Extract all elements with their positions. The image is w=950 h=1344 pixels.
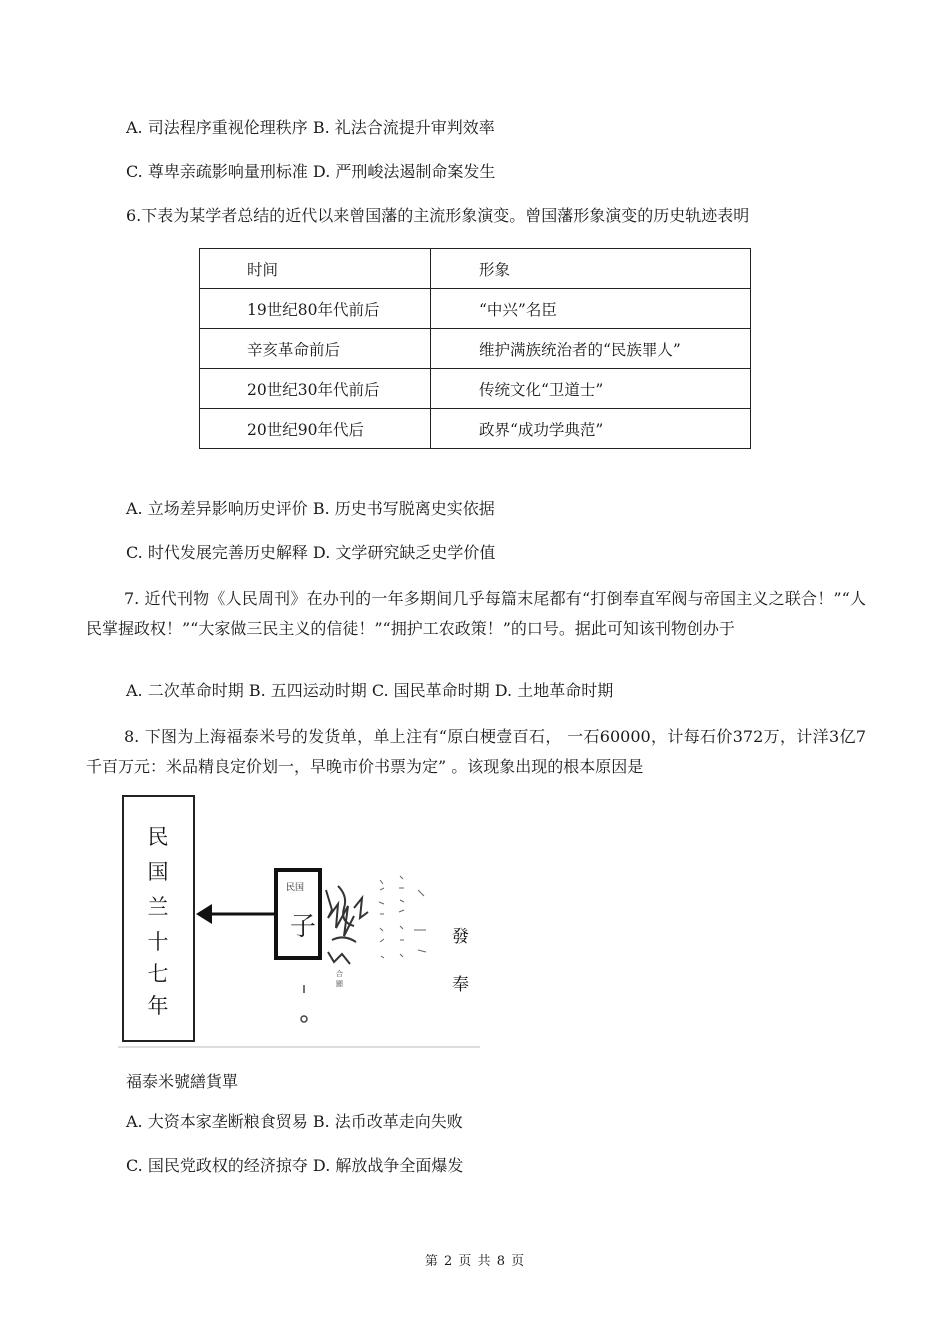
right-char: 發 <box>452 927 469 947</box>
table-row <box>200 329 751 369</box>
table-cell: 20世纪30年代前后 <box>200 369 431 409</box>
q6-options-cd: C. 时代发展完善历史解释 D. 文学研究缺乏史学价值 <box>126 543 496 562</box>
box-char: 年 <box>147 994 169 1018</box>
table-header-image: 形象 <box>431 249 751 289</box>
table-cell: 20世纪90年代后 <box>200 409 431 449</box>
q8-stem: 8. 下图为上海福泰米号的发货单，单上注有“原白梗壹百石， 一石60000，计每石价372万，计洋3亿7千百万元：米品精良定价划一，早晚市价书票为定” 。该现象出现的根本原因是 <box>86 727 866 776</box>
q8-options-cd: C. 国民党政权的经济掠夺 D. 解放战争全面爆发 <box>126 1156 464 1175</box>
stamp-char: 子 <box>290 912 317 942</box>
svg-text:合: 合 <box>336 970 343 978</box>
table-cell: “中兴”名臣 <box>431 289 751 329</box>
table-header-time: 时间 <box>200 249 431 289</box>
q8-options-ab: A. 大资本家垄断粮食贸易 B. 法币改革走向失败 <box>126 1112 463 1131</box>
invoice-figure <box>118 790 480 1048</box>
svg-text:顯: 顯 <box>336 980 343 988</box>
table-cell: 辛亥革命前后 <box>200 329 431 369</box>
table-header-row <box>200 249 751 289</box>
table-row <box>200 369 751 409</box>
q7-stem: 7. 近代刊物《人民周刊》在办刊的一年多期间几乎每篇末尾都有“打倒奉直军阀与帝国主义之联合！”“人民掌握政权！”“大家做三民主义的信徒！”“拥护工农政策！”的口号。据此可知该刊物创办于 <box>86 589 866 638</box>
box-char: 七 <box>147 962 169 986</box>
q6-table <box>199 248 751 449</box>
invoice-image <box>118 790 480 1048</box>
q5-options-cd: C. 尊卑亲疏影响量刑标准 D. 严刑峻法遏制命案发生 <box>126 162 496 181</box>
q5-options-ab: A. 司法程序重视伦理秩序 B. 礼法合流提升审判效率 <box>126 118 495 137</box>
q6-stem: 6.下表为某学者总结的近代以来曾国藩的主流形象演变。曾国藩形象演变的历史轨迹表明 <box>126 206 750 225</box>
table-cell: 传统文化“卫道士” <box>431 369 751 409</box>
figure-caption: 福泰米號繕貨單 <box>126 1072 239 1091</box>
table-row <box>200 289 751 329</box>
page-footer: 第 2 页 共 8 页 <box>424 1254 526 1269</box>
table-row <box>200 409 751 449</box>
box-char: 国 <box>147 860 169 884</box>
box-char: 民 <box>147 825 169 849</box>
table-cell: 19世纪80年代前后 <box>200 289 431 329</box>
q6-options-ab: A. 立场差异影响历史评价 B. 历史书写脱离史实依据 <box>126 499 495 518</box>
box-char: 兰 <box>147 895 169 919</box>
box-char: 十 <box>147 930 169 954</box>
table-cell: 维护满族统治者的“民族罪人” <box>431 329 751 369</box>
q7-options: A. 二次革命时期 B. 五四运动时期 C. 国民革命时期 D. 土地革命时期 <box>126 681 614 700</box>
table-cell: 政界“成功学典范” <box>431 409 751 449</box>
stamp-small-text: 民国 <box>286 883 305 893</box>
right-char: 奉 <box>452 975 469 995</box>
